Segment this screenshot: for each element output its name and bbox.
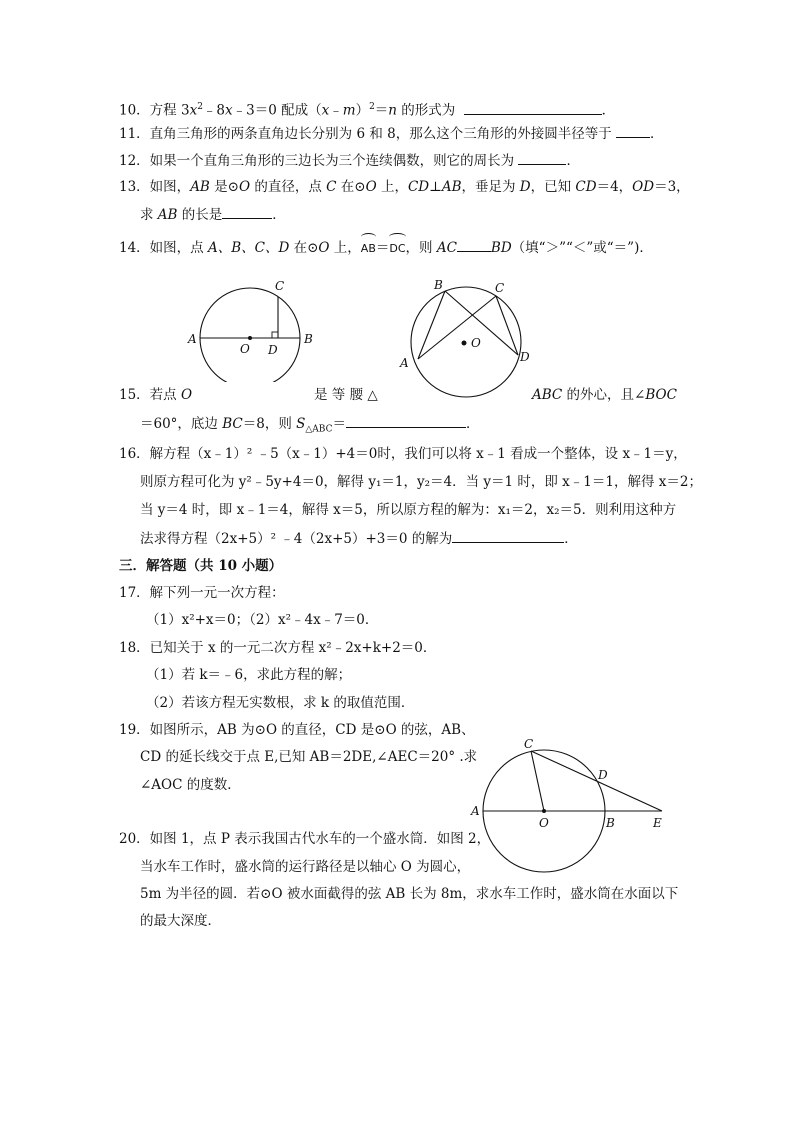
q13-t4: 在⊙ (336, 179, 366, 195)
q10-var-n: n (388, 102, 397, 119)
q14-t3: 上， (329, 240, 361, 256)
q13-c: C (326, 179, 337, 195)
q15-end: ． (465, 416, 480, 432)
q10-text4: 的形式为 (397, 102, 460, 119)
fig13-circle (200, 288, 300, 382)
q12-end: ． (566, 153, 580, 169)
q13-ab: AB (190, 179, 210, 195)
q10-text2: ﹣8 (202, 102, 226, 119)
q14-o: O (318, 240, 330, 256)
question-18-title: 18．已知关于 x 的一元二次方程 x²﹣2x+k+2＝0． (119, 640, 437, 656)
q10-eq: ＝ (374, 102, 389, 119)
question-16-line3: 当 y＝4 时，即 x﹣1＝4，解得 x＝5，所以原方程的解为：x₁＝2，x₂＝5．则利用这种方 (140, 502, 677, 518)
q16-end: ． (564, 531, 578, 547)
q15-boc: BOC (645, 387, 677, 403)
question-19-line2: CD 的延长线交于点 E,已知 AB＝2DE,∠AEC＝20° .求 (140, 749, 478, 765)
section-heading-3: 三．解答题（共 10 小题） (119, 558, 283, 574)
q11-text: 11．直角三角形的两条直角边长分别为 6 和 8，那么这个三角形的外接圆半径等于 (119, 126, 617, 142)
figure-q13-circle (180, 272, 320, 382)
q10-text3: ﹣3＝0 配成（ (232, 102, 322, 119)
q10-paren: ） (355, 102, 370, 119)
q13-t11: 求 (140, 207, 158, 223)
q10-var-x: x (189, 102, 198, 119)
question-13-line2 (140, 204, 286, 225)
fig19-center-dot (542, 809, 546, 813)
q13-t2: 是⊙ (209, 179, 239, 195)
fig14-label-a: A (400, 356, 409, 370)
fig13-label-d: D (268, 343, 278, 357)
q15-t3: 的外心，且∠ (562, 387, 646, 403)
fig13-right-angle (272, 332, 278, 338)
q15-sub: △ABC (305, 424, 333, 435)
q13-t9: ＝4， (596, 179, 633, 195)
fig14-label-d: D (520, 350, 530, 364)
fig19-radius-oc (531, 751, 544, 811)
question-11 (119, 123, 664, 144)
q14-t1: 14．如图，点 (119, 240, 208, 256)
fig13-label-c: C (275, 279, 285, 293)
q13-cd: CD (407, 179, 430, 195)
q14-bd: BD (490, 240, 512, 256)
q13-t6: ⊥ (429, 179, 442, 195)
question-17-title: 17．解下列一元一次方程： (119, 585, 285, 601)
question-12 (119, 150, 580, 171)
question-16-line2: 则原方程可化为 y²﹣5y+4＝0，解得 y₁＝1，y₂＝4．当 y＝1 时，即 x﹣1＝1，解得 x＝2； (140, 474, 702, 490)
q12-answer-blank[interactable] (518, 150, 566, 165)
q14-arc-ab: AB (361, 242, 376, 255)
q13-t1: 13．如图， (119, 179, 191, 195)
question-14 (119, 237, 653, 259)
q10-end: ． (601, 102, 616, 119)
fig13-label-a: A (188, 332, 197, 346)
q11-end: ． (650, 126, 664, 142)
q14-answer-blank[interactable] (457, 237, 491, 252)
question-20-line3: 5m 为半径的圆．若⊙O 被水面截得的弦 AB 长为 8m，求水车工作时，盛水筒在水面以下 (140, 886, 679, 902)
fig19-line-ce (531, 751, 662, 811)
q14-t2: 在⊙ (289, 240, 319, 256)
q13-o: O (238, 179, 251, 195)
q13-t7: ，垂足为 (461, 179, 520, 195)
q13-o2: O (365, 179, 377, 195)
fig14-chord-ac (418, 296, 496, 359)
q15-abc: ABC (532, 387, 563, 403)
q14-arc-dc: DC (389, 242, 405, 255)
q10-var-x2: x (225, 102, 233, 119)
fig13-label-o: O (240, 342, 250, 356)
fig19-label-b: B (606, 816, 615, 830)
fig19-label-d: D (598, 768, 608, 782)
fig19-label-a: A (471, 804, 480, 818)
question-16-line1: 16．解方程（x﹣1）² ﹣5（x﹣1）+4＝0时，我们可以将 x﹣1 看成一个整体，设 x﹣1＝y， (119, 446, 687, 462)
q13-t5: 上， (376, 179, 408, 195)
fig19-label-c: C (524, 737, 534, 751)
q10-text: 10．方程 3 (119, 102, 190, 119)
q13-answer-blank[interactable] (222, 204, 272, 219)
fig13-label-b: B (304, 332, 313, 346)
fig14-center-dot (462, 341, 467, 346)
question-13-line1 (119, 177, 690, 197)
q14-points: A、B、C、D (207, 240, 290, 256)
question-15-line1 (119, 385, 677, 405)
q15-answer-blank[interactable] (346, 413, 466, 428)
question-18-part2: （2）若该方程无实数根，求 k 的取值范围． (146, 695, 415, 711)
q13-d: D (519, 179, 531, 195)
fig19-label-e: E (653, 816, 662, 830)
fig19-label-o: O (539, 816, 549, 830)
q13-cd2: CD (575, 179, 597, 195)
q10-minus: ﹣ (329, 102, 343, 119)
question-19-line1: 19．如图所示，AB 为⊙O 的直径，CD 是⊙O 的弦，AB、 (119, 722, 475, 738)
fig13-center-dot (248, 336, 252, 340)
question-17-parts: （1）x²+x＝0；（2）x²﹣4x﹣7＝0． (146, 612, 379, 628)
fig14-label-b: B (434, 278, 443, 292)
q10-var-m: m (342, 102, 356, 119)
q14-ac: AC (436, 240, 457, 256)
q13-ab2: AB (441, 179, 462, 195)
q15-t4: ＝60°，底边 (140, 416, 223, 432)
q10-var-x3: x (321, 102, 330, 119)
q13-t3: 的直径，点 (250, 179, 327, 195)
q15-t2: 是 等 腰 △ (314, 387, 378, 403)
question-10 (119, 97, 615, 121)
q15-s: S (296, 416, 306, 432)
q13-end: ． (272, 207, 286, 223)
q15-t5: ＝8，则 (242, 416, 297, 432)
figure-q19-circle (466, 735, 676, 875)
q10-exp2: 2 (369, 102, 375, 112)
q13-ab3: AB (157, 207, 178, 223)
fig14-chord-bd (445, 291, 518, 355)
q13-t10: ＝3， (654, 179, 690, 195)
fig14-label-c: C (495, 281, 505, 295)
question-20-line1: 20．如图 1，点 P 表示我国古代水车的一个盛水筒．如图 2， (119, 831, 491, 847)
q15-t1: 15．若点 (119, 387, 181, 403)
question-16-line4 (140, 528, 578, 549)
q11-answer-blank[interactable] (616, 123, 650, 138)
q15-t6: ＝ (332, 416, 346, 432)
question-19-line3: ∠AOC 的度数． (140, 777, 241, 793)
q15-o: O (180, 387, 193, 403)
q14-t4: ，则 (405, 240, 437, 256)
q13-t8: ，已知 (530, 179, 576, 195)
q13-od: OD (632, 179, 655, 195)
figure-q14-circle (392, 272, 542, 402)
q14-eq: ＝ (375, 240, 390, 256)
question-18-part1: （1）若 k＝﹣6，求此方程的解； (146, 667, 352, 683)
q10-exp: 2 (197, 102, 203, 112)
q13-t12: 的长是 (177, 207, 223, 223)
q16-t4: 法求得方程（2x+5）² ﹣4（2x+5）+3＝0 的解为 (140, 531, 453, 547)
fig14-label-o: O (471, 336, 481, 350)
q14-t5: （填“＞”“＜”或“＝”)． (511, 240, 653, 256)
q15-bc: BC (222, 416, 243, 432)
question-20-line2: 当水车工作时，盛水筒的运行路径是以轴心 O 为圆心， (140, 859, 471, 875)
q10-answer-blank[interactable] (464, 100, 602, 115)
question-20-line4: 的最大深度． (140, 913, 221, 929)
question-15-line2 (140, 413, 479, 440)
q12-text: 12．如果一个直角三角形的三边长为三个连续偶数，则它的周长为 (119, 153, 519, 169)
q16-answer-blank[interactable] (452, 528, 564, 543)
